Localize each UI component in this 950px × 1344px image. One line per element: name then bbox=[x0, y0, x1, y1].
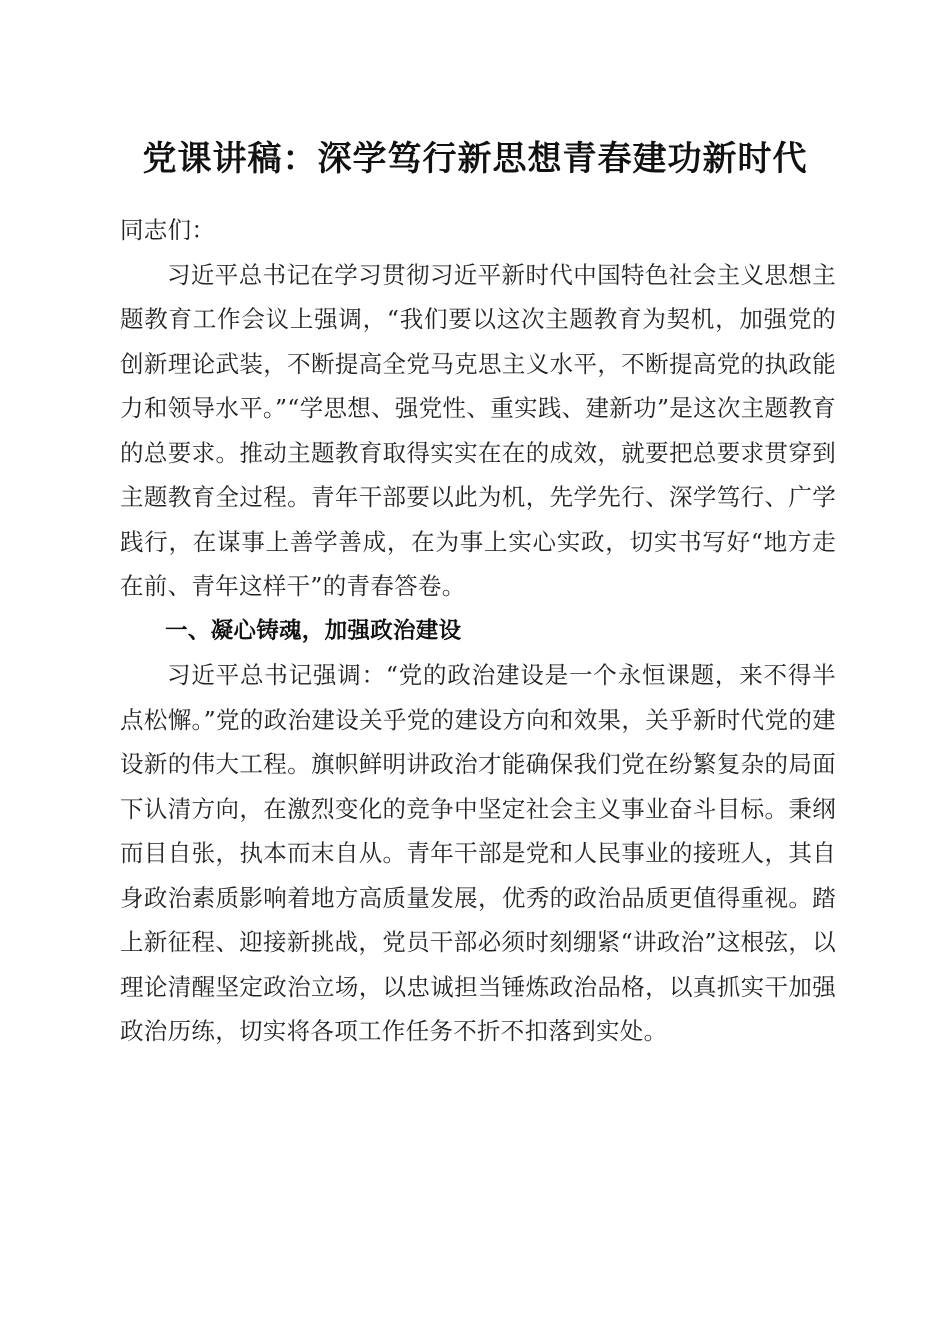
document-body bbox=[120, 208, 836, 1054]
intro-paragraph: 习近平总书记在学习贯彻习近平新时代中国特色社会主义思想主题教育工作会议上强调，“我们要以这次主题教育为契机，加强党的创新理论武装，不断提高全党马克思主义水平，不断提高党的执政能力和领导水平。”“学思想、强党性、重实践、建新功”是这次主题教育的总要求。推动主题教育取得实实在在的成效，就要把总要求贯穿到主题教育全过程。青年干部要以此为机，先学先行、深学笃行、广学践行，在谋事上善学善成，在为事上实心实政，切实书写好“地方走在前、青年这样干”的青春答卷。 bbox=[120, 260, 836, 600]
salutation: 同志们： bbox=[120, 216, 216, 244]
document-title: 党课讲稿：深学笃行新思想青春建功新时代 bbox=[142, 139, 808, 179]
section-paragraph-1: 习近平总书记强调：“党的政治建设是一个永恒课题，来不得半点松懈。”党的政治建设关乎党的建设方向和效果，关乎新时代党的建设新的伟大工程。旗帜鲜明讲政治才能确保我们党在纷繁复杂的局面下认清方向，在激烈变化的竞争中坚定社会主义事业奋斗目标。秉纲而目自张，执本而末自从。青年干部是党和人民事业的接班人，其自身政治素质影响着地方高质量发展，优秀的政治品质更值得重视。踏上新征程、迎接新挑战，党员干部必须时刻绷紧“讲政治”这根弦，以理论清醒坚定政治立场，以忠诚担当锤炼政治品格，以真抓实干加强政治历练，切实将各项工作任务不折不扣落到实处。 bbox=[120, 661, 836, 1045]
section-heading-1: 一、凝心铸魂，加强政治建设 bbox=[165, 617, 462, 644]
